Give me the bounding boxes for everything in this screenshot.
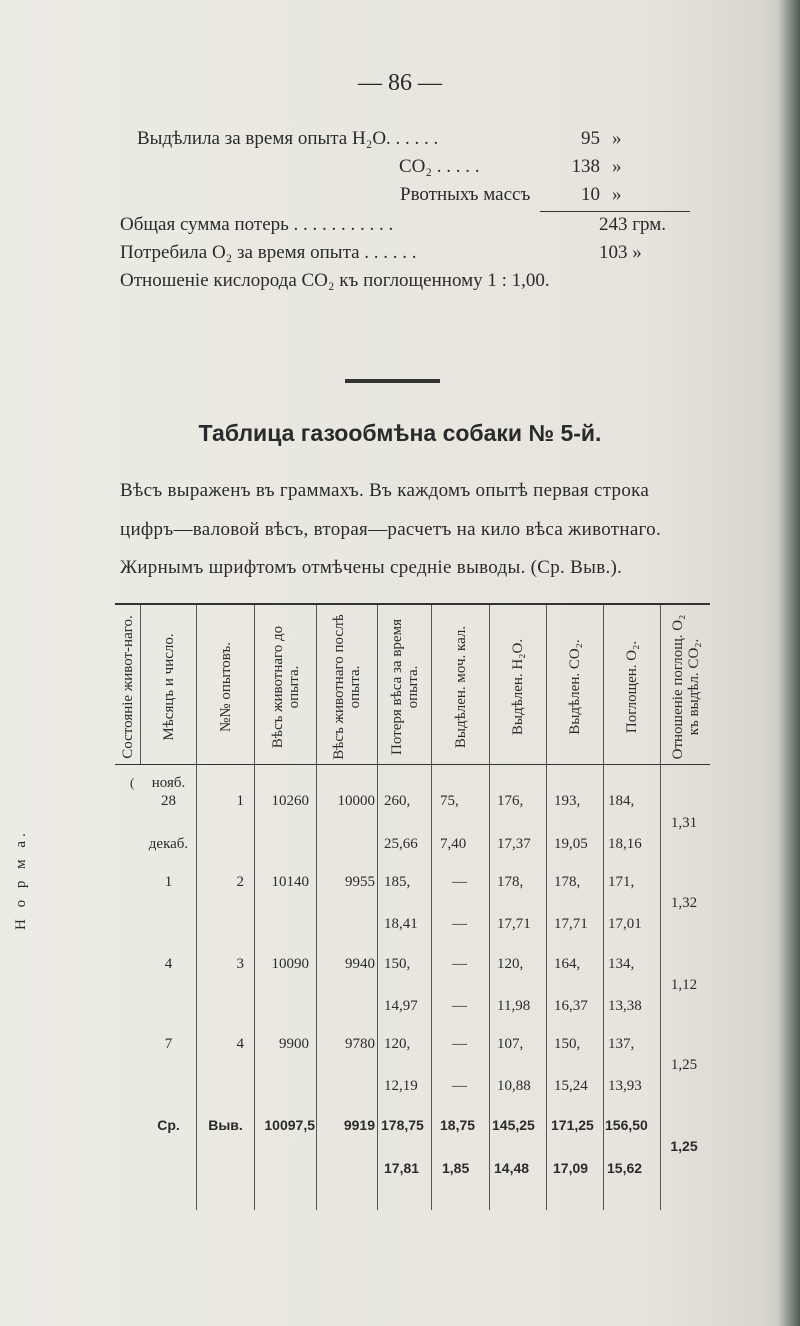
summary-co2-label: CO₂ . . . . . [399, 156, 480, 177]
state-brace: ( [130, 775, 135, 790]
intro-line-2: цифръ—валовой вѣсъ, вторая—расчетъ на кило вѣса животнаго. [120, 519, 662, 540]
header-ratio: Отношеніе поглощ. O₂ къ выдѣл. CO₂. [670, 614, 702, 760]
header-date: Мѣсяцъ и число. [160, 633, 177, 741]
table-top-rule [115, 603, 710, 605]
summary-o2-value: 103 » [599, 242, 642, 263]
header-weight-after: Вѣсъ животнаго послѣ опыта. [331, 614, 363, 760]
summary-total-value: 243 грм. [599, 214, 667, 235]
table-header-rule [115, 764, 710, 765]
summary-vomit-unit: » [612, 184, 622, 205]
summary-co2-value: 138 [571, 156, 600, 177]
intro-line-1: Вѣсъ выраженъ въ граммахъ. Въ каждомъ опытѣ первая строка [120, 480, 650, 501]
summary-vomit-value: 10 [581, 184, 600, 205]
summary-o2-label: Потребила O₂ за время опыта . . . . . . [120, 242, 417, 263]
summary-total-label: Общая сумма потерь . . . . . . . . . . . [120, 214, 394, 235]
summary-h2o-unit: » [612, 128, 622, 149]
header-weight-before: Вѣсъ животнаго до опыта. [269, 625, 302, 749]
summary-h2o-value: 95 [581, 128, 600, 149]
header-o2: Поглощен. O₂. [624, 640, 640, 734]
header-urine-feces: Выдѣлен. моч. кал. [452, 625, 469, 749]
page-edge [778, 0, 800, 1326]
header-h2o: Выдѣлен. H₂O. [510, 638, 526, 736]
page-number: — 86 — [358, 70, 442, 96]
header-weight-loss: Потеря вѣса за время опыта. [388, 619, 421, 755]
header-experiment-number: №№ опытовъ. [217, 641, 234, 733]
state-label: Н о р м а. [13, 829, 29, 930]
summary-h2o-label: Выдѣлила за время опыта H₂O. . . . . . [137, 128, 439, 149]
summary-vomit-label: Рвотныхъ массъ [400, 184, 531, 205]
table-title: Таблица газообмѣна собаки № 5-й. [198, 420, 602, 446]
summary-sum-rule [540, 211, 690, 212]
header-co2: Выдѣлен. CO₂. [567, 639, 583, 735]
intro-line-3: Жирнымъ шрифтомъ отмѣчены средніе выводы. (Ср. Выв.). [120, 557, 623, 578]
summary-ratio: Отношеніе кислорода CO₂ къ поглощенному 1 : 1,00. [120, 270, 550, 291]
header-state: Состояніе живот-наго. [119, 615, 136, 759]
section-divider [345, 379, 440, 383]
summary-co2-unit: » [612, 156, 622, 177]
